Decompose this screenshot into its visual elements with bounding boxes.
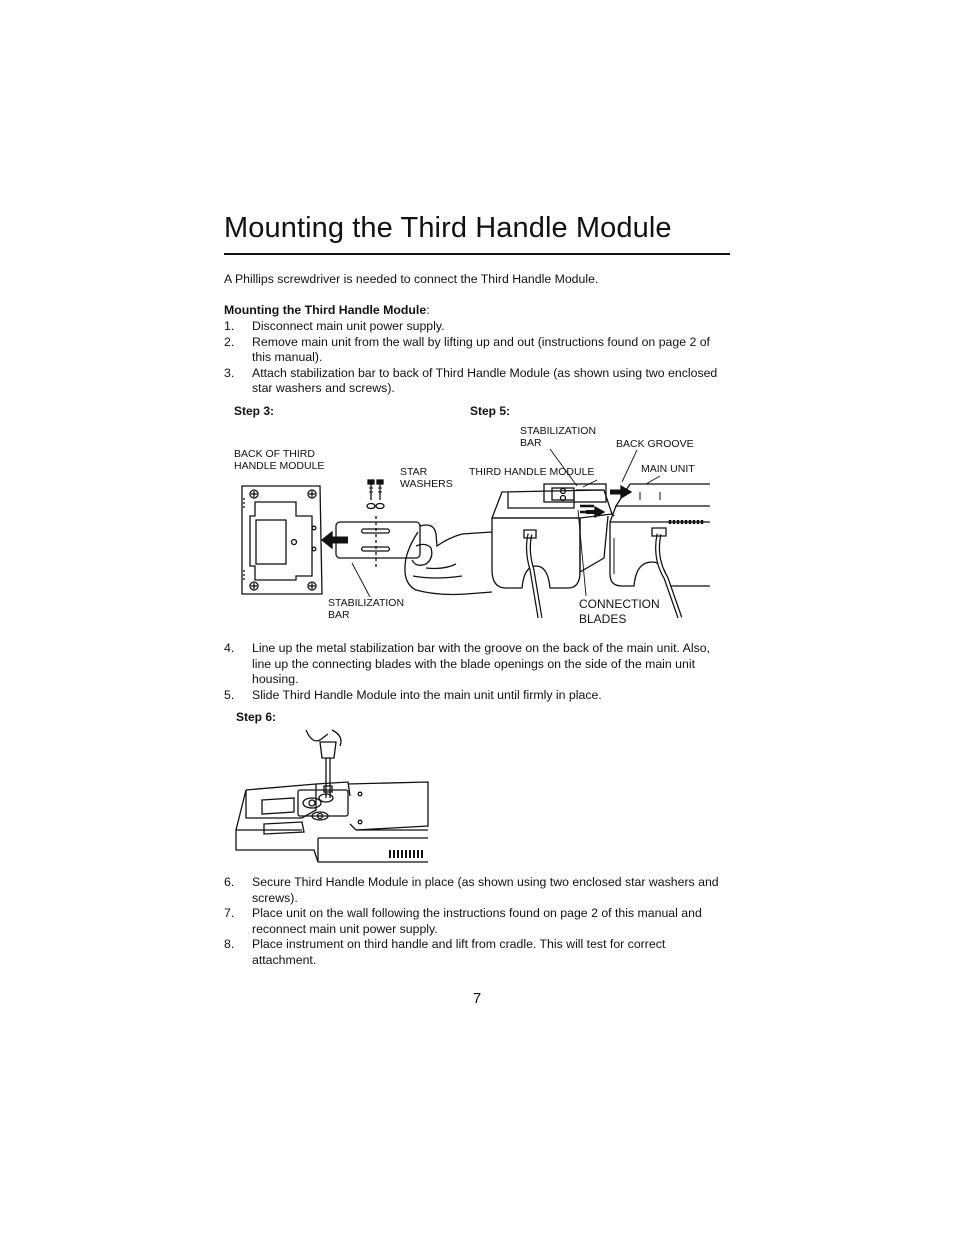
page-title: Mounting the Third Handle Module xyxy=(224,212,672,244)
step-text: Secure Third Handle Module in place (as shown using two enclosed star washers and screws). xyxy=(252,875,719,905)
callout-stabilization-bar-step5: STABILIZATION BAR xyxy=(520,425,597,449)
step-number: 8. xyxy=(224,937,235,952)
step-text: Disconnect main unit power supply. xyxy=(252,319,445,333)
step-text: Place unit on the wall following the instructions found on page 2 of this manual and reconnect main unit power supply. xyxy=(252,906,702,936)
callout-star-washers: STAR WASHERS xyxy=(400,466,453,490)
step5-label: Step 5: xyxy=(470,404,511,418)
list-item xyxy=(224,937,730,968)
subheading-bold: Mounting the Third Handle Module xyxy=(224,303,427,317)
list-item xyxy=(224,875,730,906)
step-text: Attach stabilization bar to back of Third Handle Module (as shown using two enclosed star washers and screws). xyxy=(252,365,718,396)
callout-third-handle-module: THIRD HANDLE MODULE xyxy=(469,466,595,478)
step-number: 1. xyxy=(224,319,235,333)
step-text: Remove main unit from the wall by lifting up and out (instructions found on page 2 of this manual). xyxy=(252,334,710,365)
callout-back-of-module: BACK OF THIRD HANDLE MODULE xyxy=(234,448,325,472)
callout-main-unit: MAIN UNIT xyxy=(641,463,695,475)
step-number: 2. xyxy=(224,334,235,349)
step6-illustration xyxy=(232,726,430,866)
step-text: Place instrument on third handle and lift from cradle. This will test for correct attachment. xyxy=(252,937,666,967)
step-number: 4. xyxy=(224,641,235,655)
intro-text: A Phillips screwdriver is needed to connect the Third Handle Module. xyxy=(224,272,599,286)
step-list-c xyxy=(224,875,730,969)
step-number: 3. xyxy=(224,365,235,380)
page-number: 7 xyxy=(472,990,482,1007)
step-number: 5. xyxy=(224,687,235,702)
subheading-suffix: : xyxy=(426,303,430,317)
step-number: 7. xyxy=(224,906,235,921)
callout-stabilization-bar-step3: STABILIZATION BAR xyxy=(328,597,405,621)
list-item xyxy=(224,906,730,937)
step-list-b xyxy=(224,641,730,703)
step-text: Line up the metal stabilization bar with the groove on the back of the main unit. Also, line up the connecting blades with the blade openings on the side of the main unit housing. xyxy=(252,641,710,687)
step-text: Slide Third Handle Module into the main unit until firmly in place. xyxy=(252,687,602,702)
step3-label: Step 3: xyxy=(234,404,275,418)
callout-connection-blades: CONNECTION BLADES xyxy=(579,597,660,626)
list-item xyxy=(224,688,730,704)
step6-label: Step 6: xyxy=(236,710,277,724)
callout-back-groove: BACK GROOVE xyxy=(616,438,694,450)
list-item xyxy=(224,641,730,688)
step-number: 6. xyxy=(224,875,235,889)
